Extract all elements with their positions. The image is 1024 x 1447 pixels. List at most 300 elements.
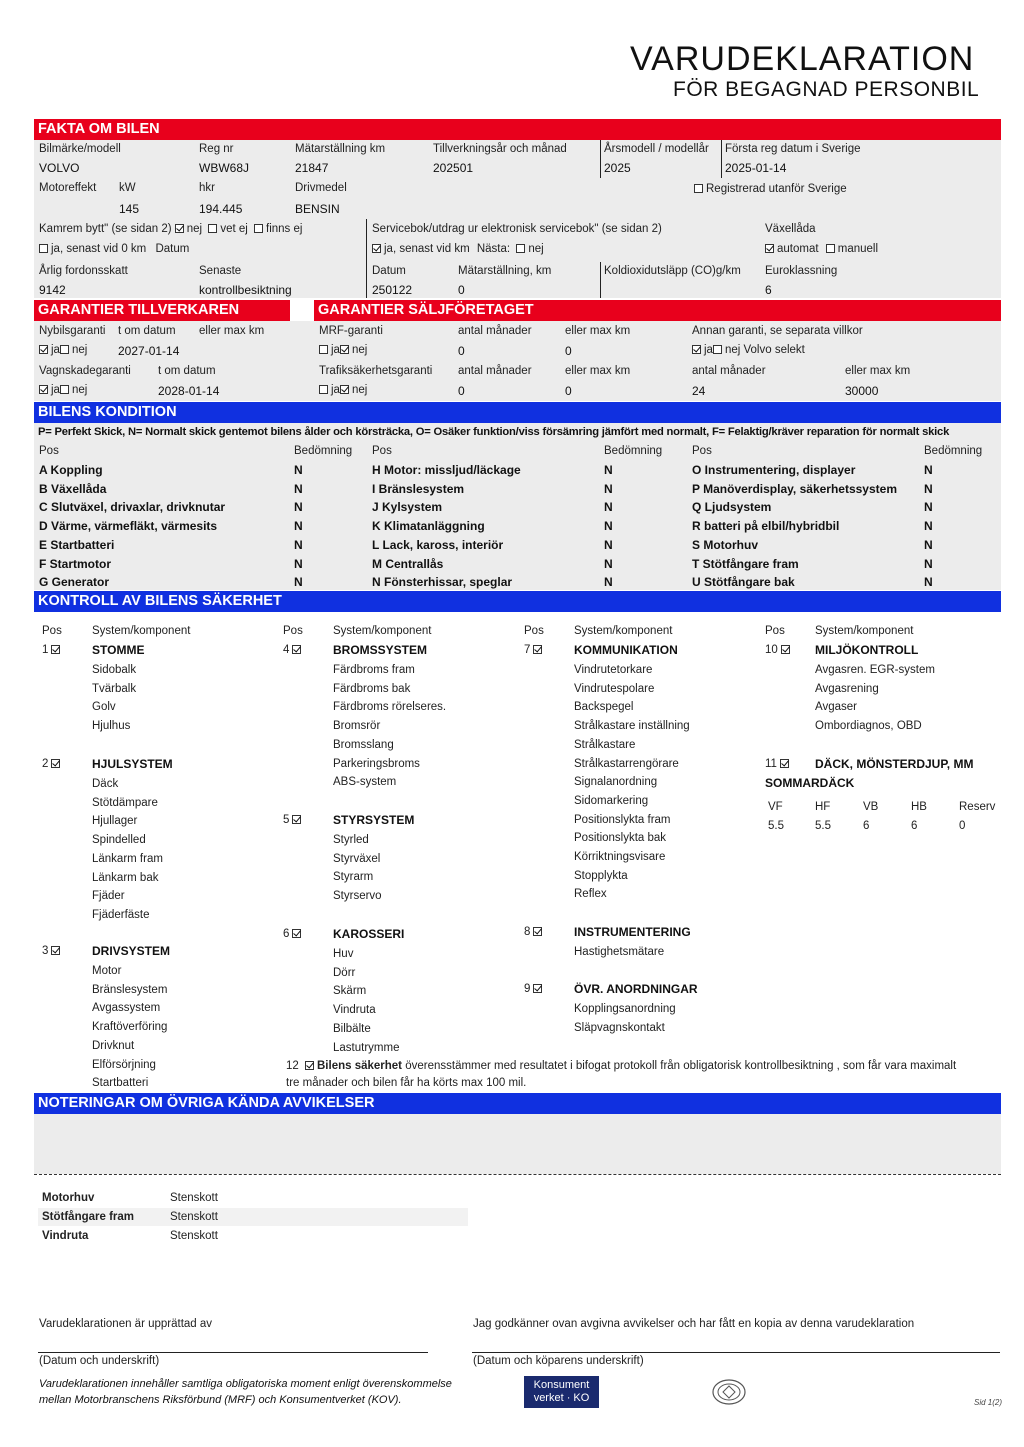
- section-header-sakerhet: KONTROLL AV BILENS SÄKERHET: [34, 591, 1001, 612]
- checkbox-nybil-nej[interactable]: [60, 345, 69, 354]
- checkbox-pos[interactable]: [292, 815, 301, 824]
- system-component: Bränslesystem: [92, 983, 168, 996]
- logo-text-1: Konsument: [533, 1379, 590, 1391]
- label-senaste: Senaste: [199, 265, 242, 277]
- nybil-janej: [39, 344, 87, 356]
- pos-check: [283, 928, 304, 940]
- col-bedomning-2: Bedömning: [604, 445, 663, 457]
- notering-issue: Stenskott: [170, 1192, 218, 1204]
- kondition-item-label: F Startmotor: [39, 556, 111, 571]
- kondition-item-value: N: [294, 500, 303, 515]
- checkbox-pos[interactable]: [780, 759, 789, 768]
- kondition-item-value: N: [294, 575, 303, 590]
- col-bedomning-3: Bedömning: [924, 445, 983, 457]
- label-nybilsgaranti: Nybilsgaranti: [39, 325, 106, 337]
- system-component: Tvärbalk: [92, 682, 137, 695]
- system-component: Sidobalk: [92, 664, 137, 676]
- pos-check: [283, 814, 304, 826]
- pos-number: 1: [42, 644, 49, 656]
- checkbox-label: manuell: [837, 243, 879, 255]
- system-component: ABS-system: [333, 776, 397, 789]
- checkbox-pos[interactable]: [292, 929, 301, 938]
- system-component: Kopplingsanordning: [574, 1003, 676, 1015]
- checkbox-pos[interactable]: [533, 645, 542, 654]
- system-component: Strålkastare inställning: [574, 720, 690, 733]
- checkbox-automat[interactable]: [765, 244, 774, 253]
- kondition-item-value: N: [924, 463, 933, 477]
- label-regnr: Reg nr: [199, 143, 234, 155]
- section-header-noteringar: NOTERINGAR OM ÖVRIGA KÄNDA AVVIKELSER: [34, 1093, 1001, 1114]
- system-component: Vindrutetorkare: [574, 664, 653, 676]
- tyre-value: 5.5: [815, 820, 831, 832]
- system-component: Startbatteri: [92, 1077, 149, 1090]
- kondition-item-label: D Värme, värmefläkt, värmesits: [39, 519, 218, 534]
- checkbox-annan-nej[interactable]: [713, 345, 722, 354]
- checkbox-label: automat: [777, 243, 819, 255]
- checkbox-kamrem-vetej[interactable]: [208, 224, 217, 233]
- value-arsmodell: 2025: [604, 161, 631, 175]
- system-component: Styrarm: [333, 871, 374, 884]
- label-service-matar: Mätarställning, km: [458, 265, 552, 277]
- pos-check: [765, 644, 793, 656]
- pos-number: 5: [283, 814, 290, 826]
- kondition-item-label: G Generator: [39, 575, 110, 590]
- value-mrf-km: 0: [565, 344, 572, 358]
- label-hkr: hkr: [199, 182, 215, 194]
- system-component: Däck: [92, 778, 119, 790]
- checkbox-service-ja[interactable]: [372, 244, 381, 253]
- value-annan-km: 30000: [845, 384, 879, 398]
- system-component: Bilbälte: [333, 1022, 371, 1035]
- checkbox-label: ja: [331, 344, 340, 356]
- system-title: KAROSSERI: [333, 927, 405, 941]
- kondition-item-value: N: [604, 537, 613, 552]
- kondition-item-label: B Växellåda: [39, 481, 107, 496]
- vagn-janej: [39, 384, 87, 396]
- divider: [366, 219, 367, 298]
- system-component: Avgassystem: [92, 1002, 161, 1015]
- annan-janej: [692, 344, 805, 356]
- pos-number: 12: [286, 1060, 299, 1072]
- pos-check: [765, 758, 792, 770]
- checkbox-pos[interactable]: [51, 759, 60, 768]
- system-component: Vindruta: [333, 1004, 376, 1017]
- label-ellermax-2: eller max km: [565, 365, 631, 377]
- noteringar-panel: [34, 1114, 1001, 1174]
- kondition-item-label: K Klimatanläggning: [372, 519, 485, 534]
- col-pos-2: Pos: [372, 445, 392, 457]
- col-bedomning-1: Bedömning: [294, 445, 353, 457]
- label-kamrem: Kamrem bytt" (se sidan 2): [39, 223, 172, 235]
- system-component: Styrservo: [333, 890, 382, 903]
- pos-number: 8: [524, 926, 531, 938]
- signature-left-sub: (Datum och underskrift): [39, 1355, 160, 1367]
- kondition-item-label: O Instrumentering, displayer: [692, 463, 856, 477]
- pos-number: 9: [524, 983, 531, 995]
- label-kw: kW: [119, 182, 136, 194]
- checkbox-pos[interactable]: [292, 645, 301, 654]
- pos-number: 4: [283, 644, 290, 656]
- system-title: DÄCK, MÖNSTERDJUP, MM: [815, 757, 974, 771]
- kondition-item-value: N: [924, 519, 933, 534]
- notering-issue: Stenskott: [170, 1211, 218, 1223]
- checkbox-pos[interactable]: [533, 927, 542, 936]
- kondition-item-label: I Bränslesystem: [372, 481, 465, 496]
- system-component: Vindrutespolare: [574, 682, 655, 695]
- pos-check: [42, 644, 63, 656]
- label-matar: Mätarställning km: [295, 143, 386, 155]
- tyre-label: HB: [911, 801, 927, 813]
- checkbox-service-nej[interactable]: [516, 244, 525, 253]
- checkbox-label: nej: [71, 384, 88, 396]
- kamrem-ja-row: [39, 243, 189, 255]
- system-component: Styrled: [333, 834, 369, 846]
- sommardack-label: SOMMARDÄCK: [765, 776, 855, 790]
- tyre-value: 0: [959, 820, 966, 832]
- system-title: DRIVSYSTEM: [92, 944, 171, 958]
- label-service-datum: Datum: [372, 265, 406, 277]
- pos-number: 11: [765, 758, 777, 770]
- label-antal-manader-3: antal månader: [692, 365, 766, 377]
- checkbox-label: ja, senast vid km: [384, 243, 470, 255]
- kondition-item-value: N: [924, 500, 933, 515]
- notering-part: Stötfångare fram: [42, 1211, 135, 1223]
- doc-title: VARUDEKLARATION: [630, 40, 975, 78]
- system-component: Reflex: [574, 888, 607, 901]
- label-antal-manader: antal månader: [458, 325, 532, 337]
- checkbox-trafik-ja[interactable]: [319, 385, 328, 394]
- col-system-s1: System/komponent: [92, 625, 191, 637]
- kondition-item-label: U Stötfångare bak: [692, 575, 795, 590]
- checkbox-pos[interactable]: [51, 946, 60, 955]
- label-ellermax: eller max km: [199, 325, 265, 337]
- notering-part: Vindruta: [42, 1230, 89, 1242]
- system-component: Positionslykta bak: [574, 832, 667, 845]
- konsumentverket-logo: [524, 1376, 599, 1408]
- checkbox-label: nej Volvo selekt: [724, 344, 805, 356]
- system-component: Strålkastarrengörare: [574, 757, 679, 770]
- label-ellermax-3: eller max km: [845, 365, 911, 377]
- checkbox-pos-12[interactable]: [305, 1061, 314, 1070]
- system-component: Stötdämpare: [92, 796, 158, 809]
- value-trafik-manader: 0: [458, 384, 465, 398]
- signature-right-sub: (Datum och köparens underskrift): [473, 1355, 644, 1367]
- system-component: Positionslykta fram: [574, 813, 671, 826]
- kondition-item-value: N: [294, 537, 303, 552]
- value-skatt: 9142: [39, 283, 66, 297]
- pos12-line2: tre månader och bilen får ha körts max 100 mil.: [286, 1077, 527, 1089]
- label-vagnskadegaranti: Vagnskadegaranti: [39, 365, 131, 377]
- signature-left-label: Varudeklarationen är upprättad av: [39, 1318, 213, 1330]
- system-component: Signalanordning: [574, 776, 658, 789]
- label-skatt: Årlig fordonsskatt: [39, 265, 128, 277]
- system-component: Styrväxel: [333, 852, 381, 865]
- value-service-datum: 250122: [372, 283, 413, 297]
- label-marke: Bilmärke/modell: [39, 143, 121, 155]
- checkbox-manuell[interactable]: [826, 244, 835, 253]
- value-drivmedel: BENSIN: [295, 202, 340, 216]
- checkbox-pos[interactable]: [533, 984, 542, 993]
- value-hkr: 194.445: [199, 202, 243, 216]
- label-ellermax2: eller max km: [565, 325, 631, 337]
- system-title: KOMMUNIKATION: [574, 643, 678, 657]
- system-component: Stopplykta: [574, 869, 628, 882]
- label-servicebok: Servicebok/utdrag ur elektronisk servicebok" (se sidan 2): [372, 223, 662, 235]
- pos-check: [283, 644, 304, 656]
- checkbox-nybil-ja[interactable]: [39, 345, 48, 354]
- system-title: BROMSSYSTEM: [333, 643, 428, 657]
- system-component: Länkarm fram: [92, 852, 163, 865]
- label-tillv: Tillverkningsår och månad: [433, 143, 567, 155]
- pos-check: [524, 983, 545, 995]
- label-vaxellada: Växellåda: [765, 223, 816, 235]
- system-component: Skärm: [333, 985, 367, 998]
- kondition-item-value: N: [294, 463, 303, 477]
- checkbox-trafik-nej[interactable]: [340, 385, 349, 394]
- kondition-item-label: S Motorhuv: [692, 537, 758, 552]
- pos-check: [42, 758, 63, 770]
- kondition-item-label: J Kylsystem: [372, 500, 443, 515]
- note-bold: Bilens säkerhet: [317, 1060, 403, 1072]
- kondition-item-label: A Koppling: [39, 463, 103, 477]
- notering-part: Motorhuv: [42, 1192, 95, 1204]
- col-pos-3: Pos: [692, 445, 712, 457]
- kondition-item-value: N: [294, 556, 303, 571]
- divider: [34, 1174, 1001, 1175]
- pos-number: 2: [42, 758, 49, 770]
- col-pos-s1: Pos: [42, 625, 62, 637]
- system-component: Hjullager: [92, 815, 138, 828]
- label-tom: t om datum: [118, 325, 176, 337]
- label-tom2: t om datum: [158, 365, 216, 377]
- pos-check: [524, 644, 545, 656]
- value-senaste: kontrollbesiktning: [199, 283, 292, 297]
- kondition-item-label: Q Ljudsystem: [692, 500, 772, 515]
- pos-check: [42, 945, 63, 957]
- tyre-value: 5.5: [768, 820, 784, 832]
- divider: [721, 140, 722, 178]
- label-motoreffekt: Motoreffekt: [39, 182, 97, 194]
- label-forsta-reg: Första reg datum i Sverige: [725, 143, 861, 155]
- tyre-label: VF: [768, 801, 783, 813]
- value-trafik-km: 0: [565, 384, 572, 398]
- kondition-item-value: N: [604, 463, 613, 477]
- kondition-item-value: N: [924, 575, 933, 590]
- label-drivmedel: Drivmedel: [295, 182, 347, 194]
- checkbox-label: nej: [528, 243, 544, 255]
- system-title: STOMME: [92, 643, 145, 657]
- checkbox-label: ja: [51, 344, 60, 356]
- pos-check: [524, 926, 545, 938]
- checkbox-utanfor-sverige[interactable]: [694, 183, 847, 195]
- divider: [600, 262, 601, 298]
- divider: [600, 140, 601, 178]
- system-component: Lastutrymme: [333, 1041, 400, 1054]
- system-component: Avgaser: [815, 701, 857, 714]
- kondition-item-value: N: [924, 537, 933, 552]
- system-component: Färdbroms fram: [333, 664, 415, 676]
- checkbox-label: ja, senast vid 0 km: [51, 243, 147, 255]
- checkbox-label: nej: [351, 384, 368, 396]
- system-component: Sidomarkering: [574, 794, 649, 807]
- col-system-s4: System/komponent: [815, 625, 914, 637]
- system-title: STYRSYSTEM: [333, 813, 415, 827]
- mrf-janej: [319, 344, 367, 356]
- system-component: Dörr: [333, 966, 356, 979]
- kondition-item-value: N: [604, 519, 613, 534]
- system-component: Körriktningsvisare: [574, 851, 666, 863]
- system-component: Släpvagnskontakt: [574, 1021, 665, 1034]
- label-nasta: Nästa:: [476, 243, 511, 255]
- checkbox-vagn-ja[interactable]: [39, 385, 48, 394]
- checkbox-pos[interactable]: [781, 645, 790, 654]
- value-marke: VOLVO: [39, 161, 80, 175]
- footer-text-1: Varudeklarationen innehåller samtliga obligatoriska moment enligt överenskommelse: [39, 1378, 452, 1390]
- pos12-row: [286, 1060, 956, 1072]
- system-title: INSTRUMENTERING: [574, 925, 691, 939]
- col-pos-s4: Pos: [765, 625, 785, 637]
- value-matar: 21847: [295, 161, 329, 175]
- kondition-item-label: T Stötfångare fram: [692, 556, 799, 571]
- label-arsmodell: Årsmodell / modellår: [604, 143, 709, 155]
- kondition-item-label: C Slutväxel, drivaxlar, drivknutar: [39, 500, 226, 515]
- checkbox-kamrem-nej[interactable]: [175, 224, 184, 233]
- value-mrf-manader: 0: [458, 344, 465, 358]
- value-nybil-datum: 2027-01-14: [118, 344, 180, 358]
- checkbox-label: nej: [351, 344, 368, 356]
- kondition-item-value: N: [294, 481, 303, 496]
- system-component: Strålkastare: [574, 738, 636, 751]
- pos-number: 7: [524, 644, 531, 656]
- system-component: Bromsslang: [333, 738, 394, 751]
- signature-right-label: Jag godkänner ovan avgivna avvikelser och har fått en kopia av denna varudeklaration: [473, 1318, 915, 1330]
- checkbox-mrf-ja[interactable]: [319, 345, 328, 354]
- tyre-value: 6: [863, 820, 870, 832]
- trafik-janej: [319, 384, 367, 396]
- system-component: Ombordiagnos, OBD: [815, 720, 922, 733]
- kondition-item-label: P Manöverdisplay, säkerhetssystem: [692, 481, 897, 496]
- tyre-label: Reserv: [959, 801, 996, 813]
- section-header-garanti-tillverkaren: GARANTIER TILLVERKAREN: [34, 300, 290, 321]
- system-component: Färdbroms bak: [333, 682, 411, 695]
- notering-issue: Stenskott: [170, 1230, 218, 1242]
- value-kw: 145: [119, 202, 140, 216]
- system-component: Avgasren. EGR-system: [815, 664, 935, 676]
- system-component: Elförsörjning: [92, 1058, 156, 1071]
- kondition-item-label: R batteri på elbil/hybridbil: [692, 519, 840, 534]
- kondition-item-label: N Fönsterhissar, speglar: [372, 575, 513, 590]
- pos-number: 6: [283, 928, 290, 940]
- label-antal-manader-2: antal månader: [458, 365, 532, 377]
- label-mrf-garanti: MRF-garanti: [319, 325, 383, 337]
- checkbox-kamrem-ja[interactable]: [39, 244, 48, 253]
- tyre-label: HF: [815, 801, 831, 813]
- col-pos-1: Pos: [39, 445, 59, 457]
- checkbox-vagn-nej[interactable]: [60, 385, 69, 394]
- kondition-item-value: N: [924, 556, 933, 571]
- label-trafiksakerhetsgaranti: Trafiksäkerhetsgaranti: [319, 365, 433, 377]
- kamrem-row: [39, 223, 302, 235]
- system-component: Avgasrening: [815, 682, 879, 695]
- checkbox-mrf-nej[interactable]: [340, 345, 349, 354]
- system-title: HJULSYSTEM: [92, 757, 173, 771]
- kondition-legend: P= Perfekt Skick, N= Normalt skick gentemot bilens ålder och körsträcka, O= Osäker funktion/viss försämring jämfört med normalt, F= Felaktig/kräver reparation för normalt skick: [38, 426, 950, 438]
- servicebok-row: [372, 243, 544, 255]
- kondition-item-value: N: [604, 481, 613, 496]
- checkbox-kamrem-finnsej[interactable]: [254, 224, 263, 233]
- checkbox-pos[interactable]: [51, 645, 60, 654]
- pos-number: 10: [765, 644, 778, 656]
- section-header-garanti-saljforetaget: GARANTIER SÄLJFÖRETAGET: [314, 300, 1001, 321]
- value-forsta-reg: 2025-01-14: [725, 161, 787, 175]
- tyre-value: 6: [911, 820, 918, 832]
- value-annan-manader: 24: [692, 384, 706, 398]
- kondition-item-label: M Centrallås: [372, 556, 444, 571]
- checkbox-annan-ja[interactable]: [692, 345, 701, 354]
- col-pos-s3: Pos: [524, 625, 544, 637]
- page-number: Sid 1(2): [974, 1398, 1003, 1407]
- kondition-item-value: N: [604, 500, 613, 515]
- value-regnr: WBW68J: [199, 161, 250, 175]
- checkbox-icon: [694, 184, 703, 193]
- col-pos-s2: Pos: [283, 625, 303, 637]
- kondition-item-value: N: [294, 519, 303, 534]
- system-component: Motor: [92, 965, 122, 977]
- kondition-item-label: L Lack, kaross, interiör: [372, 537, 504, 552]
- kondition-item-label: E Startbatteri: [39, 537, 115, 552]
- system-component: Kraftöverföring: [92, 1021, 168, 1034]
- system-component: Fjäder: [92, 890, 125, 903]
- kondition-item-value: N: [604, 575, 613, 590]
- col-system-s2: System/komponent: [333, 625, 432, 637]
- value-vagn-datum: 2028-01-14: [158, 384, 220, 398]
- checkbox-label: vet ej: [220, 223, 248, 235]
- system-component: Hastighetsmätare: [574, 946, 665, 958]
- system-title: MILJÖKONTROLL: [815, 643, 919, 657]
- system-component: Hjulhus: [92, 720, 131, 733]
- checkbox-label: Registrerad utanför Sverige: [706, 183, 847, 195]
- mrf-seal-icon: [711, 1378, 747, 1406]
- system-component: Spindelled: [92, 834, 146, 847]
- pos-number: 3: [42, 945, 49, 957]
- kondition-item-value: N: [604, 556, 613, 571]
- checkbox-label: finns ej: [266, 223, 303, 235]
- signature-right-line[interactable]: [472, 1352, 1000, 1353]
- checkbox-label: nej: [186, 223, 203, 235]
- label-annan-garanti: Annan garanti, se separata villkor: [692, 325, 863, 337]
- system-component: Golv: [92, 701, 116, 714]
- checkbox-label: ja: [51, 384, 60, 396]
- kondition-item-value: N: [924, 481, 933, 496]
- footer-text-2: mellan Motorbranschens Riksförbund (MRF) och Konsumentverket (KOV).: [39, 1394, 402, 1406]
- label-co2: Koldioxidutsläpp (CO)g/km: [604, 265, 741, 277]
- system-component: Huv: [333, 948, 354, 960]
- system-title: ÖVR. ANORDNINGAR: [574, 982, 698, 996]
- col-system-s3: System/komponent: [574, 625, 673, 637]
- section-header-fakta: FAKTA OM BILEN: [34, 119, 1001, 140]
- section-header-kondition: BILENS KONDITION: [34, 402, 1001, 423]
- kondition-item-label: H Motor: missljud/läckage: [372, 463, 521, 477]
- signature-left-line[interactable]: [38, 1352, 428, 1353]
- system-component: Färdbroms rörelseres.: [333, 701, 447, 714]
- note-text: överensstämmer med resultatet i bifogat protokoll från obligatorisk kontrollbesiktning , som får vara maximalt: [402, 1060, 957, 1072]
- label-datum: Datum: [155, 243, 190, 255]
- system-component: Backspegel: [574, 701, 634, 714]
- system-component: Fjäderfäste: [92, 908, 150, 921]
- tyre-label: VB: [863, 801, 879, 813]
- value-service-matar: 0: [458, 283, 465, 297]
- checkbox-label: nej: [71, 344, 88, 356]
